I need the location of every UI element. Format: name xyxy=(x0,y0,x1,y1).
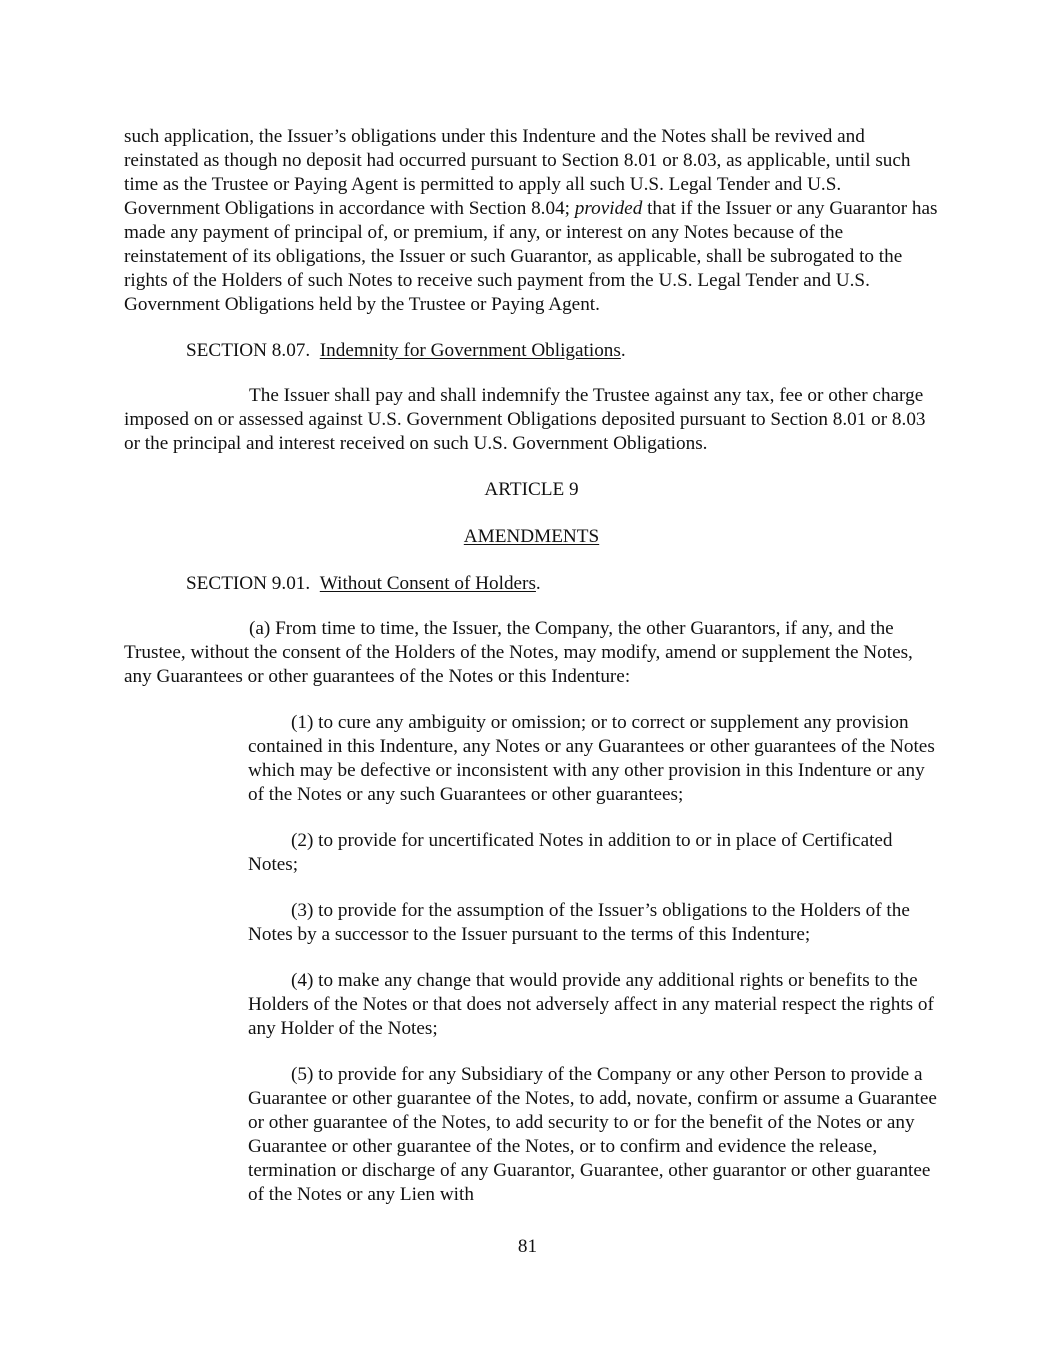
intro-text-part1: such application, the Issuer’s obligations under this Indenture and the Notes shall be revived and reinstated as though no deposit had occurred pursuant to Section 8.01 or 8.03, as applicable, until such time as the Trustee or Paying Agent is permitted to apply all such U.S. Legal Tender and U.S. Government Obligations in accordance with Section 8.04; xyxy=(124,126,911,219)
list-item-4: (4) to make any change that would provide any additional rights or benefits to the Holders of the Notes or that does not adversely affect in any material respect the rights of any Holder of the Notes; xyxy=(248,970,934,1039)
document-page xyxy=(124,125,939,1229)
list-item-2: (2) to provide for uncertificated Notes in addition to or in place of Certificated Notes; xyxy=(248,830,893,875)
article-number: ARTICLE 9 xyxy=(484,479,579,500)
section-807-title: Indemnity for Government Obligations xyxy=(319,340,621,361)
intro-text-part2: that if the Issuer or any Guarantor has made any payment of principal of, or premium, if any, or interest on any Notes because of the reinstatement of its obligations, the Issuer or such Guarantor, as applicable, shall be subrogated to the rights of the Holders of such Notes to receive such payment from the U.S. Legal Tender and U.S. Government Obligations held by the Trustee or Paying Agent. xyxy=(124,198,938,315)
section-807-body: The Issuer shall pay and shall indemnify the Trustee against any tax, fee or other charge imposed on or assessed against U.S. Government Obligations deposited pursuant to Section 8.01 or 8.03 or the principal and interest received on such U.S. Government Obligations. xyxy=(124,385,926,454)
list-item-3: (3) to provide for the assumption of the Issuer’s obligations to the Holders of the Notes by a successor to the Issuer pursuant to the terms of this Indenture; xyxy=(248,900,910,945)
article-title xyxy=(124,525,939,549)
section-901-title: Without Consent of Holders xyxy=(319,573,536,594)
section-807-heading: SECTION 8.07. Indemnity for Government Obligations. xyxy=(186,340,626,361)
section-901-number: SECTION 9.01. xyxy=(186,573,311,594)
article-title-text: AMENDMENTS xyxy=(463,526,600,547)
list-item-5: (5) to provide for any Subsidiary of the Company or any other Person to provide a Guarantee or other guarantee of the Notes, to add, novate, confirm or assume a Guarantee or other guarantee of the Notes, to add security to or for the benefit of the Notes or any Guarantee or other guarantee of the Notes, or to confirm and evidence the release, termination or discharge of any Guarantor, Guarantee, other guarantor or other guarantee of the Notes or any Lien with xyxy=(248,1064,937,1205)
section-807-number: SECTION 8.07. xyxy=(186,340,311,361)
intro-paragraph xyxy=(124,125,939,317)
list-item-1: (1) to cure any ambiguity or omission; or to correct or supplement any provision contained in this Indenture, any Notes or any Guarantees or other guarantees of the Notes which may be defective or inconsistent with any other provision in this Indenture or any of the Notes or any such Guarantees or other guarantees; xyxy=(248,712,935,805)
section-901-body: (a) From time to time, the Issuer, the Company, the other Guarantors, if any, and the Trustee, without the consent of the Holders of the Notes, may modify, amend or supplement the Notes, any Guarantees or other guarantees of the Notes or this Indenture: xyxy=(124,618,913,687)
intro-italic-word: provided xyxy=(574,198,643,219)
section-901-heading: SECTION 9.01. Without Consent of Holders. xyxy=(186,573,541,594)
page-number: 81 xyxy=(517,1236,538,1257)
